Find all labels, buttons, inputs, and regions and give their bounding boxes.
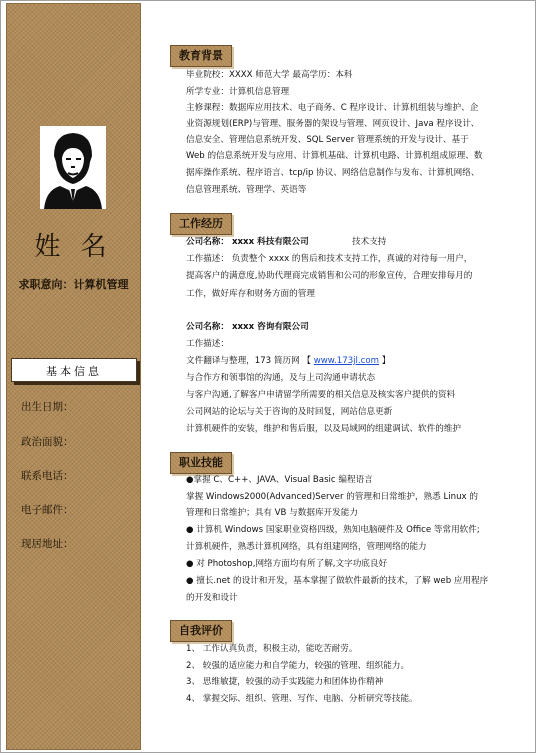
self-evaluation-line: 3、 思维敏捷，较强的动手实践能力和团体协作精神 (186, 677, 384, 687)
job2-link-prefix: 文件翻译与整理，173 简历网 【 (186, 356, 314, 366)
sidebar (6, 3, 141, 750)
job2-company: 公司名称： xxxx 咨询有限公司 (186, 322, 309, 332)
profile-photo (40, 126, 106, 209)
skills-heading: 职业技能 (170, 452, 232, 474)
job1-company: 公司名称： xxxx 科技有限公司 (186, 237, 309, 247)
resume-site-link[interactable]: www.173jl.com (313, 356, 380, 366)
education-line: Web 的信息系统开发与应用、计算机基础、计算机电路、计算机组成原理、数 (186, 151, 483, 161)
job2-desc: 工作描述： (186, 339, 229, 349)
skill-line: 掌握 Windows2000(Advanced)Server 的管理和日常维护，熟悉 Linux 的 (186, 492, 478, 502)
job1-line: 提高客户的满意度,协助代理商完成销售和公司的形象宣传，合理安排每月的 (186, 271, 473, 281)
job2-link-line (186, 355, 390, 368)
job1-line: 工作，做好库存和财务方面的管理 (186, 289, 315, 299)
education-line: 业资源规划(ERP)与管理、服务器的架设与管理、网页设计、Java 程序设计、 (186, 119, 480, 129)
birth-date-label: 出生日期： (21, 401, 74, 413)
job2-link-suffix: 】 (379, 356, 391, 366)
education-heading: 教育背景 (170, 45, 232, 67)
skill-line: 的开发和设计 (186, 593, 238, 603)
education-line: 信息安全、管理信息系统开发、SQL Server 管理系统的开发与设计、基于 (186, 135, 469, 145)
self-evaluation-heading: 自我评价 (170, 620, 232, 642)
education-line: 所学专业：计算机信息管理 (186, 87, 290, 97)
job-intent: 求职意向：计算机管理 (18, 278, 129, 291)
education-line: 信息管理系统、管理学、英语等 (186, 185, 307, 195)
candidate-name: 姓 名 (34, 232, 113, 262)
skill-line: 计算机硬件，熟悉计算机网络，具有组建网络，管理网络的能力 (186, 542, 427, 552)
email-label: 电子邮件： (21, 504, 74, 516)
education-line: 毕业院校：XXXX 师范大学 最高学历：本科 (186, 70, 353, 80)
job2-line: 与客户沟通,了解客户申请留学所需要的相关信息及核实客户提供的资料 (186, 390, 456, 400)
phone-label: 联系电话： (21, 470, 74, 482)
skill-line: ● 对 Photoshop,网络方面均有所了解,文字功底良好 (186, 559, 388, 569)
skill-line: ● 计算机 Windows 国家职业资格四级，熟知电脑硬件及 Office 等常用软件; (186, 525, 480, 535)
political-status-label: 政治面貌： (21, 436, 74, 448)
self-evaluation-line: 4、 掌握交际、组织、管理、写作、电脑、分析研究等技能。 (186, 694, 418, 704)
skill-line: 管理和日常维护；具有 VB 与数据库开发能力 (186, 508, 358, 518)
education-line: 主修课程：数据库应用技术、电子商务、C 程序设计、计算机组装与维护、企 (186, 103, 479, 113)
self-evaluation-line: 1、 工作认真负责，积极主动，能吃苦耐劳。 (186, 644, 358, 654)
job2-line: 公司网站的论坛与关于咨询的及时回复，网站信息更新 (186, 407, 393, 417)
job1-line: 工作描述： 负责整个 xxxx 的售后和技术支持工作，真诚的对待每一用户， (186, 254, 473, 264)
skill-line: ● 擅长.net 的设计和开发，基本掌握了做软件最新的技术，了解 web 应用程序 (186, 576, 489, 586)
job1-role: 技术支持 (352, 237, 387, 247)
self-evaluation-line: 2、 较强的适应能力和自学能力，较强的管理、组织能力。 (186, 661, 410, 671)
basic-info-title: 基本信息 (46, 365, 102, 378)
address-label: 现居地址： (21, 538, 74, 550)
job2-line: 计算机硬件的安装，维护和售后服，以及局域网的组建调试、软件的维护 (186, 424, 462, 434)
work-heading: 工作经历 (170, 213, 232, 235)
basic-info-header (11, 358, 137, 382)
job2-line: 与合作方和领事馆的沟通，及与上司沟通申请状态 (186, 373, 376, 383)
education-line: 据库操作系统、程序语言、tcp/ip 协议、网络信息制作与发布、计算机网络、 (186, 168, 480, 178)
skill-line: ●掌握 C、C++、JAVA、Visual Basic 编程语言 (186, 475, 373, 485)
